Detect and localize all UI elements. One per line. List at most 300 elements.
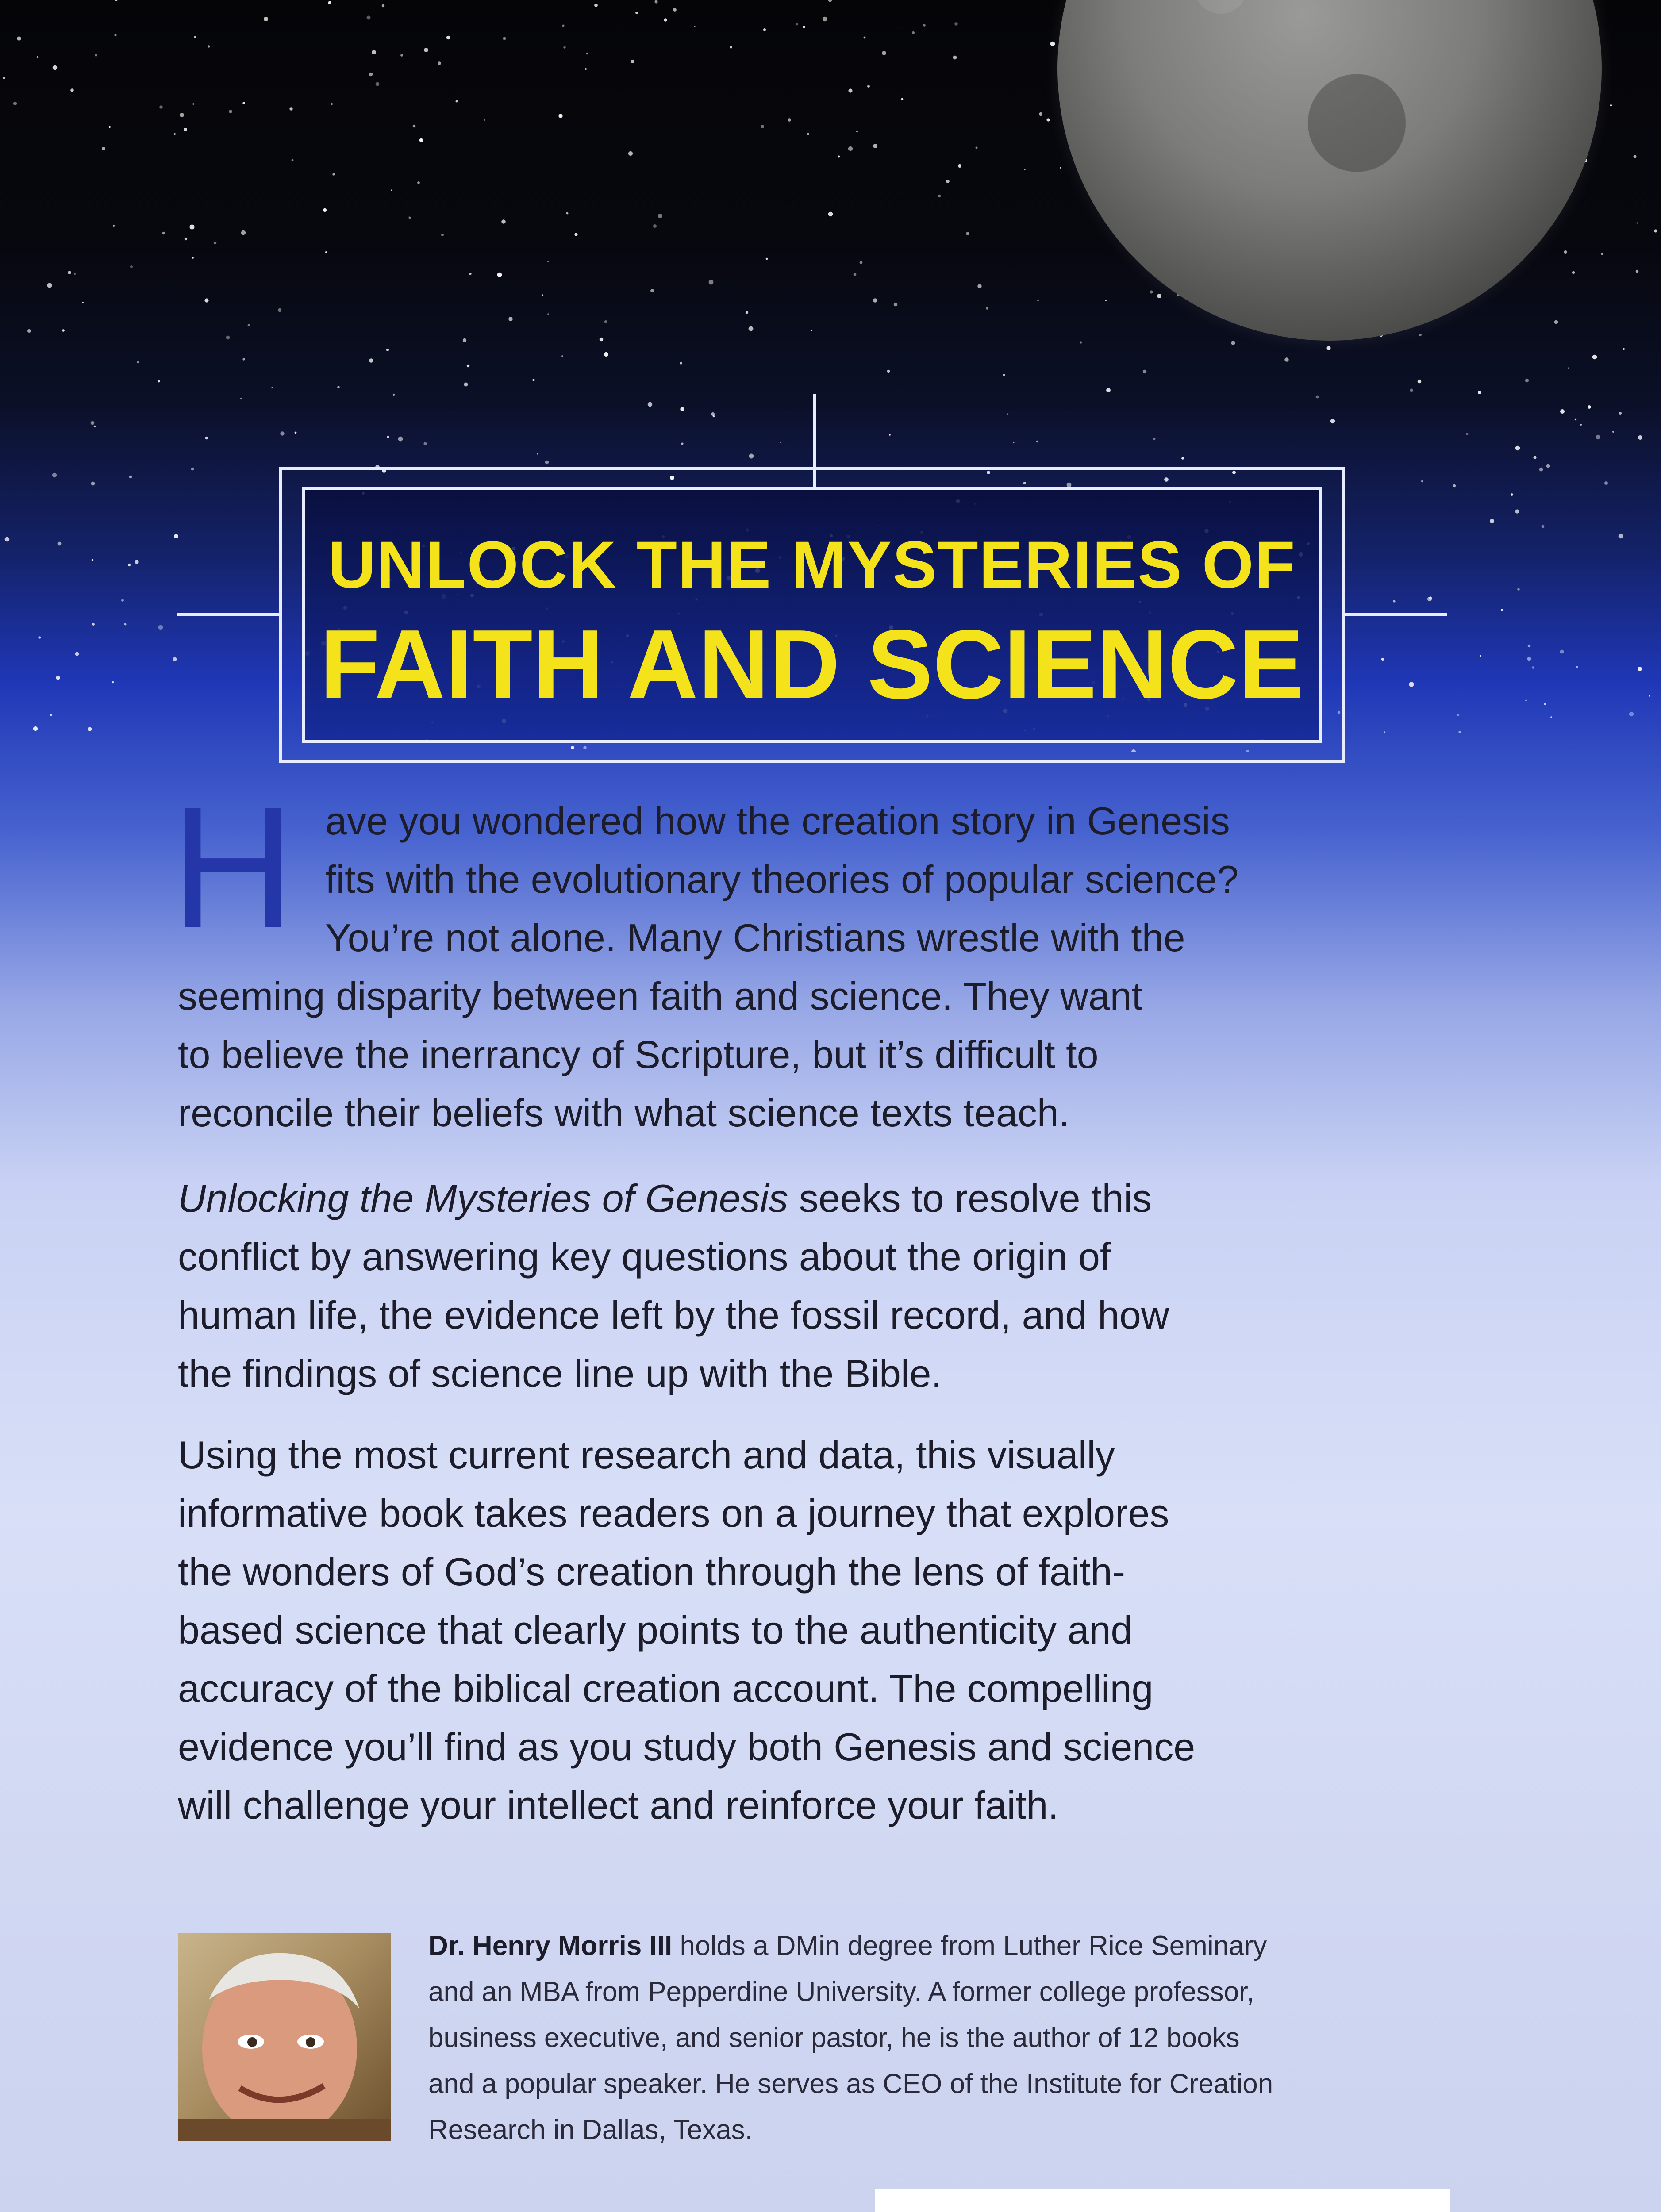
- star: [53, 65, 58, 70]
- star: [1539, 468, 1543, 472]
- star: [1601, 253, 1603, 255]
- star: [92, 623, 95, 626]
- star: [562, 24, 564, 27]
- star: [400, 54, 403, 57]
- star: [860, 261, 863, 264]
- star: [501, 219, 506, 224]
- star: [1612, 431, 1614, 433]
- star: [1490, 519, 1494, 523]
- star: [1418, 380, 1422, 384]
- star: [1532, 666, 1534, 669]
- star: [1153, 438, 1156, 440]
- star: [1629, 712, 1634, 716]
- star: [376, 82, 380, 86]
- blurb-paragraph-3-line: will challenge your intellect and reinforce your faith.: [178, 1783, 1059, 1827]
- star: [1326, 346, 1330, 350]
- star: [1478, 391, 1481, 394]
- star: [382, 4, 384, 7]
- star: [586, 53, 588, 55]
- star: [1181, 457, 1184, 460]
- star: [1080, 341, 1082, 343]
- star: [91, 482, 95, 486]
- star: [763, 28, 766, 31]
- star: [159, 105, 162, 108]
- star: [229, 110, 232, 113]
- star: [532, 379, 534, 381]
- star: [1046, 118, 1050, 121]
- star: [1623, 348, 1625, 350]
- star: [369, 73, 373, 77]
- star: [369, 358, 373, 362]
- star: [746, 311, 748, 314]
- star: [47, 283, 52, 288]
- star: [976, 147, 978, 149]
- star: [1024, 169, 1025, 170]
- star: [13, 102, 17, 105]
- star: [423, 442, 427, 445]
- star: [1429, 596, 1432, 600]
- star: [508, 317, 512, 321]
- star: [873, 298, 877, 303]
- star: [1610, 104, 1612, 106]
- star: [1533, 456, 1536, 459]
- star: [600, 338, 604, 342]
- star: [650, 289, 654, 292]
- star: [438, 61, 441, 65]
- star: [204, 298, 208, 302]
- star: [386, 349, 389, 351]
- star: [242, 102, 245, 104]
- star: [648, 402, 653, 407]
- star: [547, 261, 549, 262]
- star: [137, 361, 139, 364]
- star: [5, 537, 10, 542]
- star: [264, 17, 268, 21]
- star: [966, 232, 969, 235]
- star: [901, 98, 904, 100]
- star: [563, 46, 565, 48]
- star: [95, 54, 97, 56]
- star: [1546, 464, 1550, 468]
- star: [545, 461, 549, 464]
- star: [242, 358, 245, 360]
- star: [1633, 155, 1636, 158]
- star: [864, 37, 866, 39]
- star: [292, 159, 294, 161]
- star: [1525, 699, 1526, 701]
- star: [1517, 588, 1520, 591]
- star: [94, 426, 96, 427]
- author-photo: [178, 1933, 391, 2141]
- star: [1592, 355, 1597, 360]
- star: [958, 164, 961, 168]
- frame-left-line: [177, 613, 280, 616]
- star: [1106, 388, 1111, 392]
- star: [1511, 493, 1513, 496]
- star: [214, 242, 217, 245]
- star: [130, 265, 133, 268]
- star: [332, 173, 335, 175]
- star: [1550, 716, 1552, 718]
- star: [1580, 424, 1582, 426]
- star: [398, 437, 403, 442]
- blurb-paragraph-3-line: accuracy of the biblical creation account. The compelling: [178, 1667, 1153, 1710]
- author-portrait-illustration: [178, 1933, 391, 2141]
- star: [1501, 609, 1503, 611]
- blurb-paragraph-2-line: conflict by answering key questions about the origin of: [178, 1235, 1111, 1279]
- star: [882, 51, 886, 55]
- star: [1458, 731, 1461, 733]
- blurb-paragraph-1-line: reconcile their beliefs with what science texts teach.: [178, 1091, 1070, 1135]
- star: [190, 225, 195, 230]
- star: [946, 180, 950, 183]
- star: [226, 336, 230, 340]
- star: [367, 16, 371, 20]
- star: [828, 212, 833, 217]
- star: [1421, 480, 1423, 483]
- headline-line2: FAITH AND SCIENCE: [319, 610, 1304, 719]
- blurb-paragraph-1-line: ave you wondered how the creation story in Genesis: [325, 799, 1230, 843]
- star: [938, 195, 941, 197]
- star: [673, 8, 677, 12]
- star: [391, 189, 392, 191]
- star: [68, 271, 71, 274]
- blurb-paragraph-2-line: the findings of science line up with the Bible.: [178, 1352, 942, 1395]
- star: [1003, 374, 1005, 376]
- star: [174, 133, 176, 135]
- star: [121, 599, 124, 602]
- star: [1316, 396, 1319, 399]
- star: [497, 273, 502, 277]
- star: [1419, 334, 1422, 336]
- star: [272, 387, 273, 388]
- star: [158, 625, 163, 630]
- star: [680, 362, 682, 365]
- star: [954, 22, 957, 25]
- headline-line1: UNLOCK THE MYSTERIES OF: [328, 527, 1296, 602]
- star: [1525, 379, 1529, 382]
- star: [1037, 300, 1039, 302]
- blurb-paragraph-2-first-line: [178, 1176, 1152, 1220]
- book-title: Unlocking the Mysteries of Genesis: [178, 1176, 788, 1220]
- star: [128, 564, 131, 566]
- star: [323, 208, 327, 212]
- star: [372, 50, 376, 54]
- blurb-paragraph-1-line: You’re not alone. Many Christians wrestle with the: [325, 916, 1185, 960]
- star: [711, 412, 715, 416]
- star: [115, 0, 117, 1]
- star: [1466, 433, 1468, 435]
- star: [1568, 367, 1569, 369]
- star: [1588, 405, 1591, 409]
- star: [62, 329, 65, 332]
- star: [867, 85, 870, 88]
- star: [467, 365, 469, 367]
- author-bio-line: and an MBA from Pepperdine University. A former college professor,: [428, 1977, 1254, 2007]
- star: [88, 727, 92, 731]
- barcode-sticker: [875, 2189, 1450, 2212]
- star: [1105, 300, 1107, 301]
- author-bio-text: holds a DMin degree from Luther Rice Seminary: [672, 1931, 1267, 1961]
- star: [713, 415, 715, 418]
- star: [730, 46, 732, 48]
- star: [635, 12, 638, 14]
- star: [873, 144, 877, 148]
- star: [417, 181, 420, 184]
- star: [604, 320, 607, 323]
- star: [50, 714, 52, 716]
- star: [558, 114, 562, 118]
- star: [1039, 112, 1042, 116]
- star: [1013, 442, 1015, 443]
- star: [446, 36, 450, 40]
- star: [413, 125, 416, 128]
- star: [92, 559, 93, 561]
- star: [1542, 525, 1545, 528]
- star: [1393, 600, 1395, 602]
- star: [112, 681, 114, 684]
- blurb-paragraph-1-line: seeming disparity between faith and science. They want: [178, 974, 1143, 1018]
- star: [241, 230, 246, 235]
- star: [441, 234, 444, 236]
- blurb-paragraph-3-line: evidence you’ll find as you study both Genesis and science: [178, 1725, 1196, 1769]
- star: [162, 232, 165, 235]
- star: [823, 17, 827, 22]
- star: [1572, 271, 1575, 274]
- blurb-paragraph-2-line: human life, the evidence left by the fossil record, and how: [178, 1293, 1169, 1337]
- star: [1143, 370, 1146, 373]
- star: [749, 326, 754, 331]
- star: [780, 442, 781, 443]
- star: [337, 386, 339, 388]
- star: [52, 473, 57, 477]
- star: [503, 37, 506, 40]
- star: [766, 258, 768, 260]
- star: [208, 45, 210, 47]
- star: [1560, 650, 1564, 654]
- star: [102, 147, 105, 150]
- star: [419, 138, 423, 142]
- star: [1654, 229, 1657, 232]
- star: [158, 380, 160, 383]
- star: [585, 68, 587, 70]
- star: [114, 34, 117, 36]
- star: [574, 233, 577, 236]
- star: [289, 107, 292, 110]
- star: [1596, 435, 1600, 439]
- star: [828, 0, 832, 2]
- star: [331, 103, 333, 105]
- blurb-paragraph-3-line: informative book takes readers on a journey that explores: [178, 1491, 1169, 1535]
- star: [240, 398, 242, 399]
- drop-cap: H: [170, 771, 295, 964]
- star: [1554, 320, 1558, 324]
- star: [17, 36, 21, 40]
- star: [469, 273, 471, 275]
- star: [424, 48, 428, 52]
- star: [838, 156, 840, 158]
- star: [694, 26, 695, 27]
- star: [109, 126, 111, 128]
- star: [811, 330, 812, 331]
- star: [547, 313, 549, 315]
- star: [1576, 666, 1578, 668]
- star: [1007, 413, 1008, 415]
- star: [1410, 388, 1413, 392]
- star: [1515, 509, 1519, 513]
- star: [848, 88, 852, 92]
- star: [38, 636, 41, 638]
- blurb-paragraph-1-line: fits with the evolutionary theories of popular science?: [325, 857, 1239, 901]
- author-bio-line: business executive, and senior pastor, he is the author of 12 books: [428, 2023, 1240, 2053]
- star: [977, 284, 981, 288]
- star: [408, 216, 411, 219]
- star: [709, 280, 714, 285]
- star: [3, 77, 5, 79]
- star: [484, 119, 485, 121]
- star: [387, 436, 389, 438]
- star: [1564, 250, 1567, 254]
- star: [953, 56, 957, 60]
- star: [280, 431, 284, 435]
- star: [1636, 270, 1639, 273]
- star: [594, 4, 598, 7]
- star: [194, 36, 196, 38]
- star: [278, 308, 281, 312]
- star: [191, 468, 194, 471]
- star: [174, 534, 178, 538]
- star: [295, 432, 297, 434]
- star: [129, 476, 132, 478]
- star: [70, 88, 74, 92]
- star: [664, 18, 667, 22]
- star: [205, 437, 208, 440]
- star: [1157, 294, 1161, 298]
- star: [184, 128, 187, 131]
- star: [1150, 290, 1153, 293]
- star: [1619, 412, 1622, 415]
- star: [1050, 42, 1055, 46]
- star: [1453, 484, 1456, 487]
- star: [537, 453, 538, 454]
- star: [1638, 667, 1642, 671]
- star: [463, 338, 466, 342]
- star: [74, 273, 76, 275]
- star: [135, 560, 138, 564]
- blurb-paragraph-3-line: based science that clearly points to the authenticity and: [178, 1608, 1133, 1652]
- star: [82, 302, 84, 303]
- star: [180, 113, 184, 117]
- star: [856, 131, 857, 132]
- star: [923, 24, 926, 27]
- star: [796, 23, 798, 26]
- star: [37, 56, 38, 58]
- star: [631, 60, 634, 63]
- star: [56, 676, 60, 680]
- blurb-paragraph-3-line: the wonders of God’s creation through the lens of faith-: [178, 1550, 1126, 1594]
- star: [912, 31, 915, 34]
- star: [761, 125, 764, 128]
- star: [1649, 695, 1650, 696]
- star: [1527, 657, 1531, 661]
- star: [124, 623, 127, 626]
- star: [113, 225, 115, 227]
- star: [680, 407, 684, 411]
- star: [456, 100, 458, 103]
- star: [1480, 655, 1481, 657]
- star: [33, 726, 38, 731]
- star: [1515, 446, 1520, 451]
- star: [848, 146, 853, 151]
- star: [328, 1, 331, 4]
- star: [27, 329, 31, 333]
- star: [1528, 645, 1530, 647]
- star: [1384, 731, 1385, 733]
- star: [654, 0, 657, 3]
- star: [542, 294, 543, 296]
- star: [681, 442, 683, 445]
- star: [1619, 534, 1623, 539]
- star: [173, 657, 177, 661]
- star: [803, 26, 805, 28]
- star: [192, 103, 194, 105]
- author-bio-line: and a popular speaker. He serves as CEO of the Institute for Creation: [428, 2069, 1273, 2099]
- star: [1544, 703, 1546, 705]
- frame-right-line: [1344, 613, 1447, 616]
- star: [1636, 222, 1638, 223]
- star: [1457, 714, 1459, 716]
- star: [1231, 341, 1235, 345]
- star: [887, 370, 890, 373]
- star: [788, 118, 791, 122]
- star: [75, 652, 79, 656]
- star: [1060, 167, 1061, 169]
- blurb-paragraph-1-line: to believe the inerrancy of Scripture, but it’s difficult to: [178, 1033, 1099, 1076]
- star: [561, 355, 563, 357]
- star: [566, 212, 569, 215]
- star: [248, 324, 250, 326]
- star: [628, 151, 633, 156]
- author-bio-first-line: [428, 1932, 1267, 1960]
- star: [807, 133, 809, 135]
- star: [393, 394, 395, 396]
- star: [91, 421, 95, 425]
- star: [1575, 419, 1576, 420]
- star: [185, 238, 187, 240]
- blurb-text: seeks to resolve this: [788, 1176, 1152, 1220]
- star: [604, 352, 608, 357]
- star: [1284, 357, 1288, 361]
- star: [192, 257, 194, 259]
- star: [1036, 441, 1038, 443]
- star: [986, 307, 988, 310]
- author-name: Dr. Henry Morris III: [428, 1931, 673, 1961]
- blurb-paragraph-3-line: Using the most current research and data, this visually: [178, 1433, 1115, 1477]
- star: [1381, 658, 1384, 661]
- star: [58, 542, 62, 546]
- star: [894, 303, 898, 307]
- star: [325, 251, 327, 253]
- star: [1330, 419, 1335, 424]
- star: [854, 273, 857, 276]
- star: [889, 434, 891, 436]
- star: [1409, 682, 1414, 687]
- star: [658, 214, 662, 218]
- star: [749, 454, 754, 459]
- star: [1604, 481, 1608, 485]
- star: [1560, 409, 1565, 414]
- star: [464, 383, 468, 387]
